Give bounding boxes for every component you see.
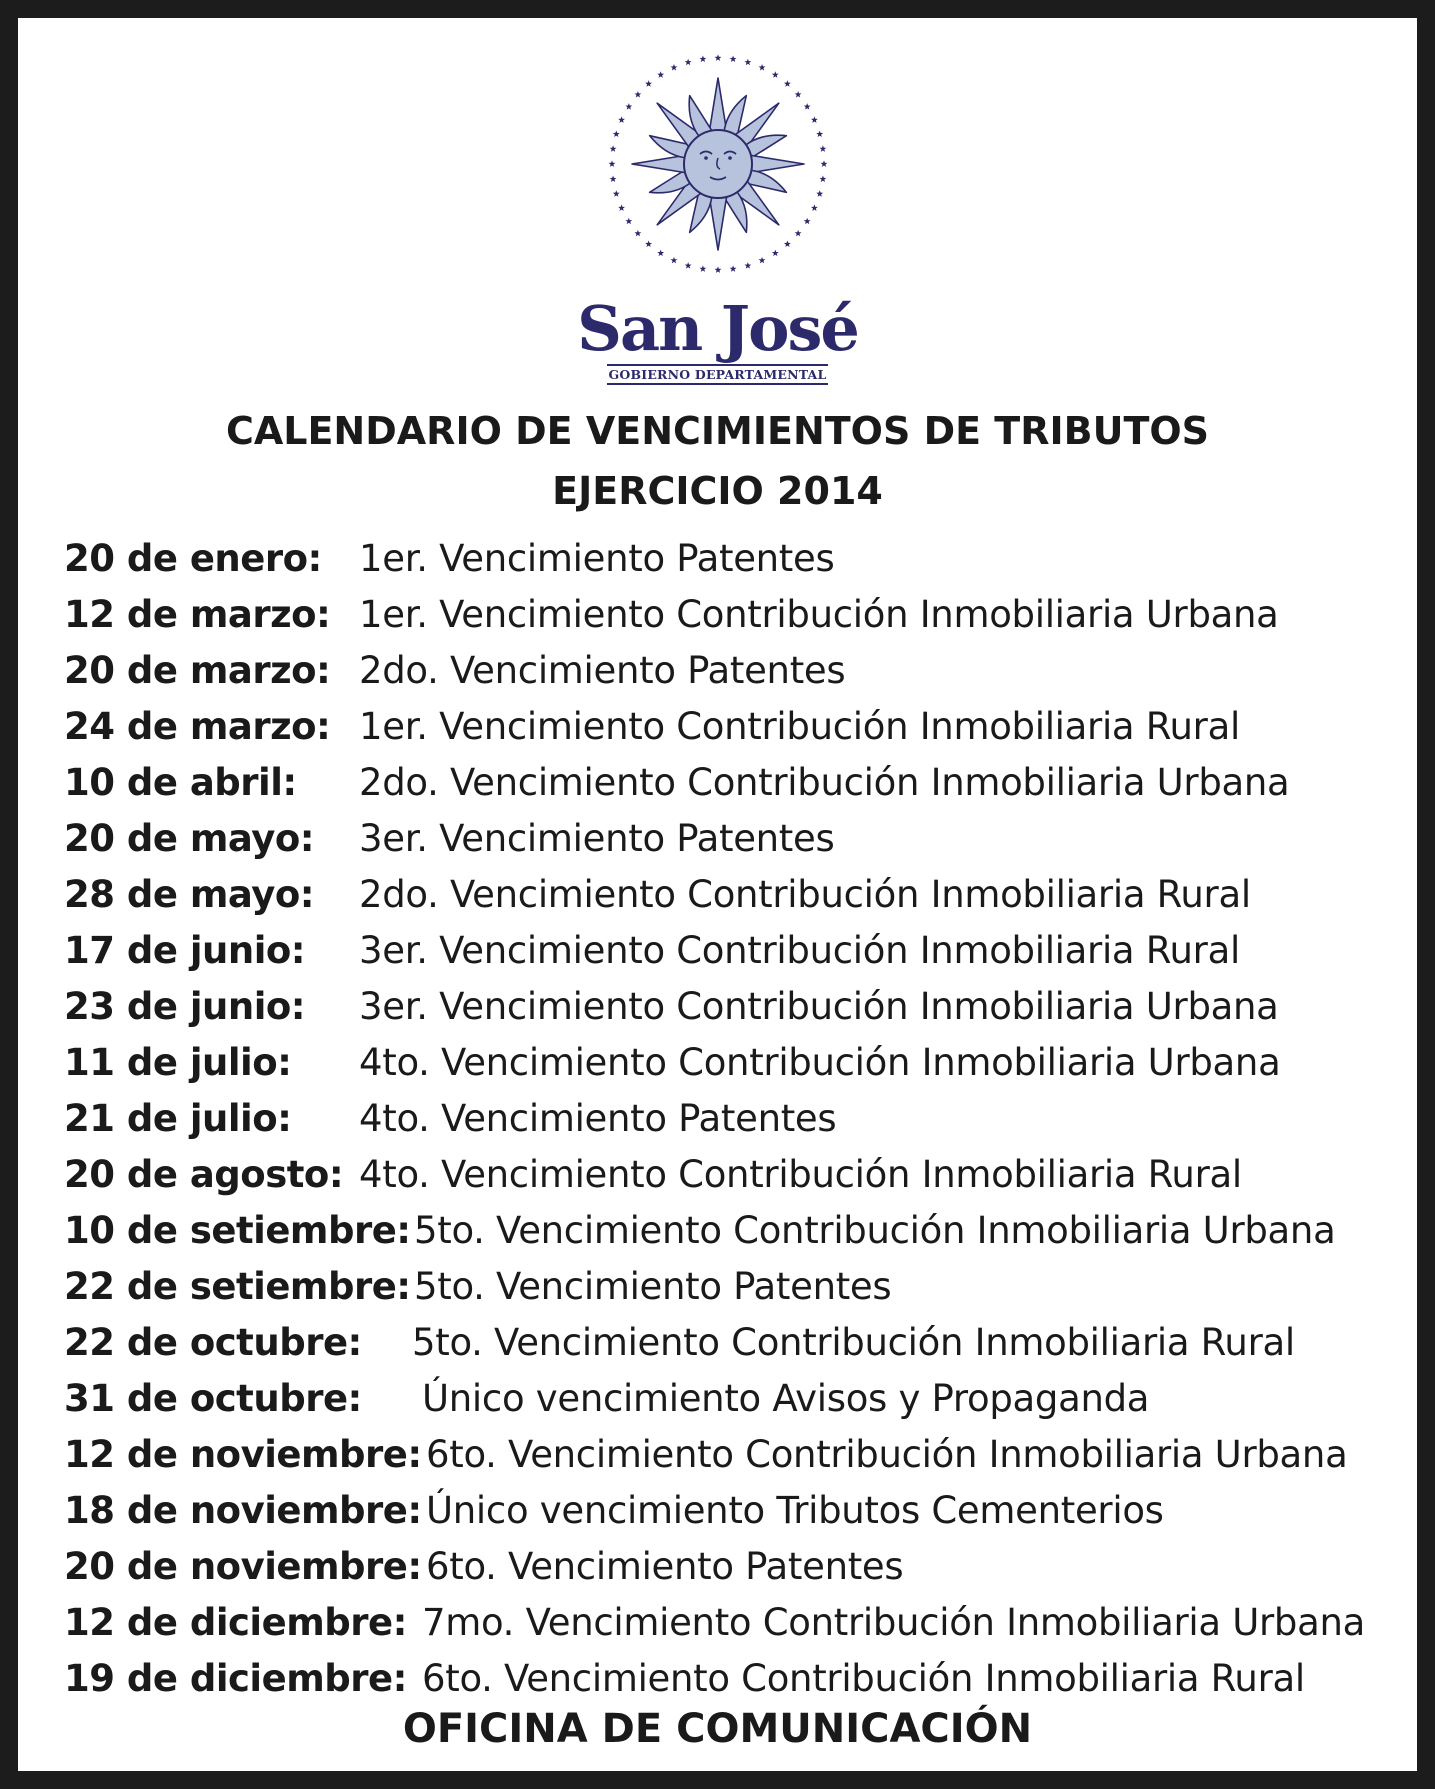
star-icon (803, 218, 810, 225)
star-icon (816, 131, 823, 138)
row-date: 24 de marzo: (64, 705, 331, 748)
sun-ray (750, 155, 803, 172)
row-date: 10 de abril: (64, 761, 297, 804)
star-icon (794, 230, 801, 237)
footer-office: OFICINA DE COMUNICACIÓN (402, 1706, 1033, 1752)
star-icon (816, 190, 823, 197)
logo-subtitle: GOBIERNO DEPARTAMENTAL (607, 364, 829, 385)
star-icon (758, 257, 765, 264)
star-icon (744, 59, 751, 66)
sun-ray (709, 78, 726, 131)
star-icon (699, 55, 706, 62)
star-icon (714, 54, 721, 61)
row-description: 3er. Vencimiento Patentes (359, 817, 835, 860)
star-icon (729, 55, 736, 62)
row-date: 22 de setiembre: (64, 1265, 411, 1308)
row-date: 12 de diciembre: (64, 1601, 407, 1644)
row-description: 4to. Vencimiento Contribución Inmobiliaria Urbana (359, 1041, 1281, 1084)
star-icon (609, 145, 616, 152)
row-date: 22 de octubre: (64, 1321, 362, 1364)
row-date: 10 de setiembre: (64, 1209, 411, 1252)
star-icon (758, 64, 765, 71)
star-icon (803, 103, 810, 110)
star-icon (618, 204, 625, 211)
star-icon (811, 204, 818, 211)
star-icon (744, 262, 751, 269)
star-icon (684, 59, 691, 66)
star-icon (634, 91, 641, 98)
row-description: 1er. Vencimiento Patentes (359, 537, 835, 580)
row-date: 20 de mayo: (64, 817, 315, 860)
row-description: 1er. Vencimiento Contribución Inmobiliaria Rural (359, 705, 1240, 748)
row-date: 23 de junio: (64, 985, 306, 1028)
star-icon (783, 241, 790, 248)
row-date: 12 de marzo: (64, 593, 331, 636)
row-date: 20 de noviembre: (64, 1545, 422, 1588)
row-description: 6to. Vencimiento Patentes (426, 1545, 904, 1588)
sun-emblem-icon (602, 48, 834, 280)
row-description: 7mo. Vencimiento Contribución Inmobiliaria Urbana (422, 1601, 1365, 1644)
row-description: 2do. Vencimiento Contribución Inmobiliaria Urbana (359, 761, 1290, 804)
page-title: CALENDARIO DE VENCIMIENTOS DE TRIBUTOS (225, 409, 1210, 453)
row-description: 6to. Vencimiento Contribución Inmobiliaria Rural (422, 1657, 1305, 1700)
row-description: 2do. Vencimiento Patentes (359, 649, 846, 692)
star-icon (657, 250, 664, 257)
star-icon (645, 80, 652, 87)
row-date: 28 de mayo: (64, 873, 315, 916)
row-date: 21 de julio: (64, 1097, 292, 1140)
logo-wordmark: San José (577, 292, 858, 365)
row-description: 2do. Vencimiento Contribución Inmobiliaria Rural (359, 873, 1251, 916)
star-icon (783, 80, 790, 87)
star-icon (657, 71, 664, 78)
row-description: 4to. Vencimiento Patentes (359, 1097, 837, 1140)
star-icon (771, 250, 778, 257)
row-date: 31 de octubre: (64, 1377, 362, 1420)
row-description: 5to. Vencimiento Contribución Inmobiliaria Urbana (414, 1209, 1336, 1252)
sun-ray (632, 155, 685, 172)
star-icon (820, 160, 827, 167)
row-description: 5to. Vencimiento Contribución Inmobiliaria Rural (412, 1321, 1295, 1364)
row-description: 1er. Vencimiento Contribución Inmobiliaria Urbana (359, 593, 1279, 636)
star-icon (670, 257, 677, 264)
star-icon (771, 71, 778, 78)
row-date: 17 de junio: (64, 929, 306, 972)
row-date: 20 de agosto: (64, 1153, 344, 1196)
row-description: 3er. Vencimiento Contribución Inmobiliaria Urbana (359, 985, 1279, 1028)
row-description: Único vencimiento Tributos Cementerios (426, 1489, 1164, 1532)
row-description: 6to. Vencimiento Contribución Inmobiliaria Urbana (426, 1433, 1348, 1476)
row-date: 20 de marzo: (64, 649, 331, 692)
page-subtitle: EJERCICIO 2014 (552, 469, 883, 513)
star-icon (684, 262, 691, 269)
star-icon (625, 103, 632, 110)
star-icon (699, 265, 706, 272)
star-icon (670, 64, 677, 71)
star-icon (612, 190, 619, 197)
star-icon (634, 230, 641, 237)
row-description: Único vencimiento Avisos y Propaganda (422, 1377, 1150, 1420)
logo (18, 48, 1417, 385)
row-date: 19 de diciembre: (64, 1657, 407, 1700)
star-icon (819, 145, 826, 152)
star-icon (714, 266, 721, 273)
row-date: 20 de enero: (64, 537, 322, 580)
star-icon (608, 160, 615, 167)
star-icon (811, 116, 818, 123)
row-description: 3er. Vencimiento Contribución Inmobiliaria Rural (359, 929, 1240, 972)
star-icon (612, 131, 619, 138)
row-date: 11 de julio: (64, 1041, 292, 1084)
sun-face (684, 130, 752, 198)
star-icon (625, 218, 632, 225)
row-description: 4to. Vencimiento Contribución Inmobiliaria Rural (359, 1153, 1242, 1196)
star-icon (609, 175, 616, 182)
star-icon (819, 175, 826, 182)
sun-ray (709, 197, 726, 250)
star-icon (645, 241, 652, 248)
row-date: 12 de noviembre: (64, 1433, 422, 1476)
star-icon (729, 265, 736, 272)
row-description: 5to. Vencimiento Patentes (414, 1265, 892, 1308)
star-icon (794, 91, 801, 98)
star-icon (618, 116, 625, 123)
row-date: 18 de noviembre: (64, 1489, 422, 1532)
